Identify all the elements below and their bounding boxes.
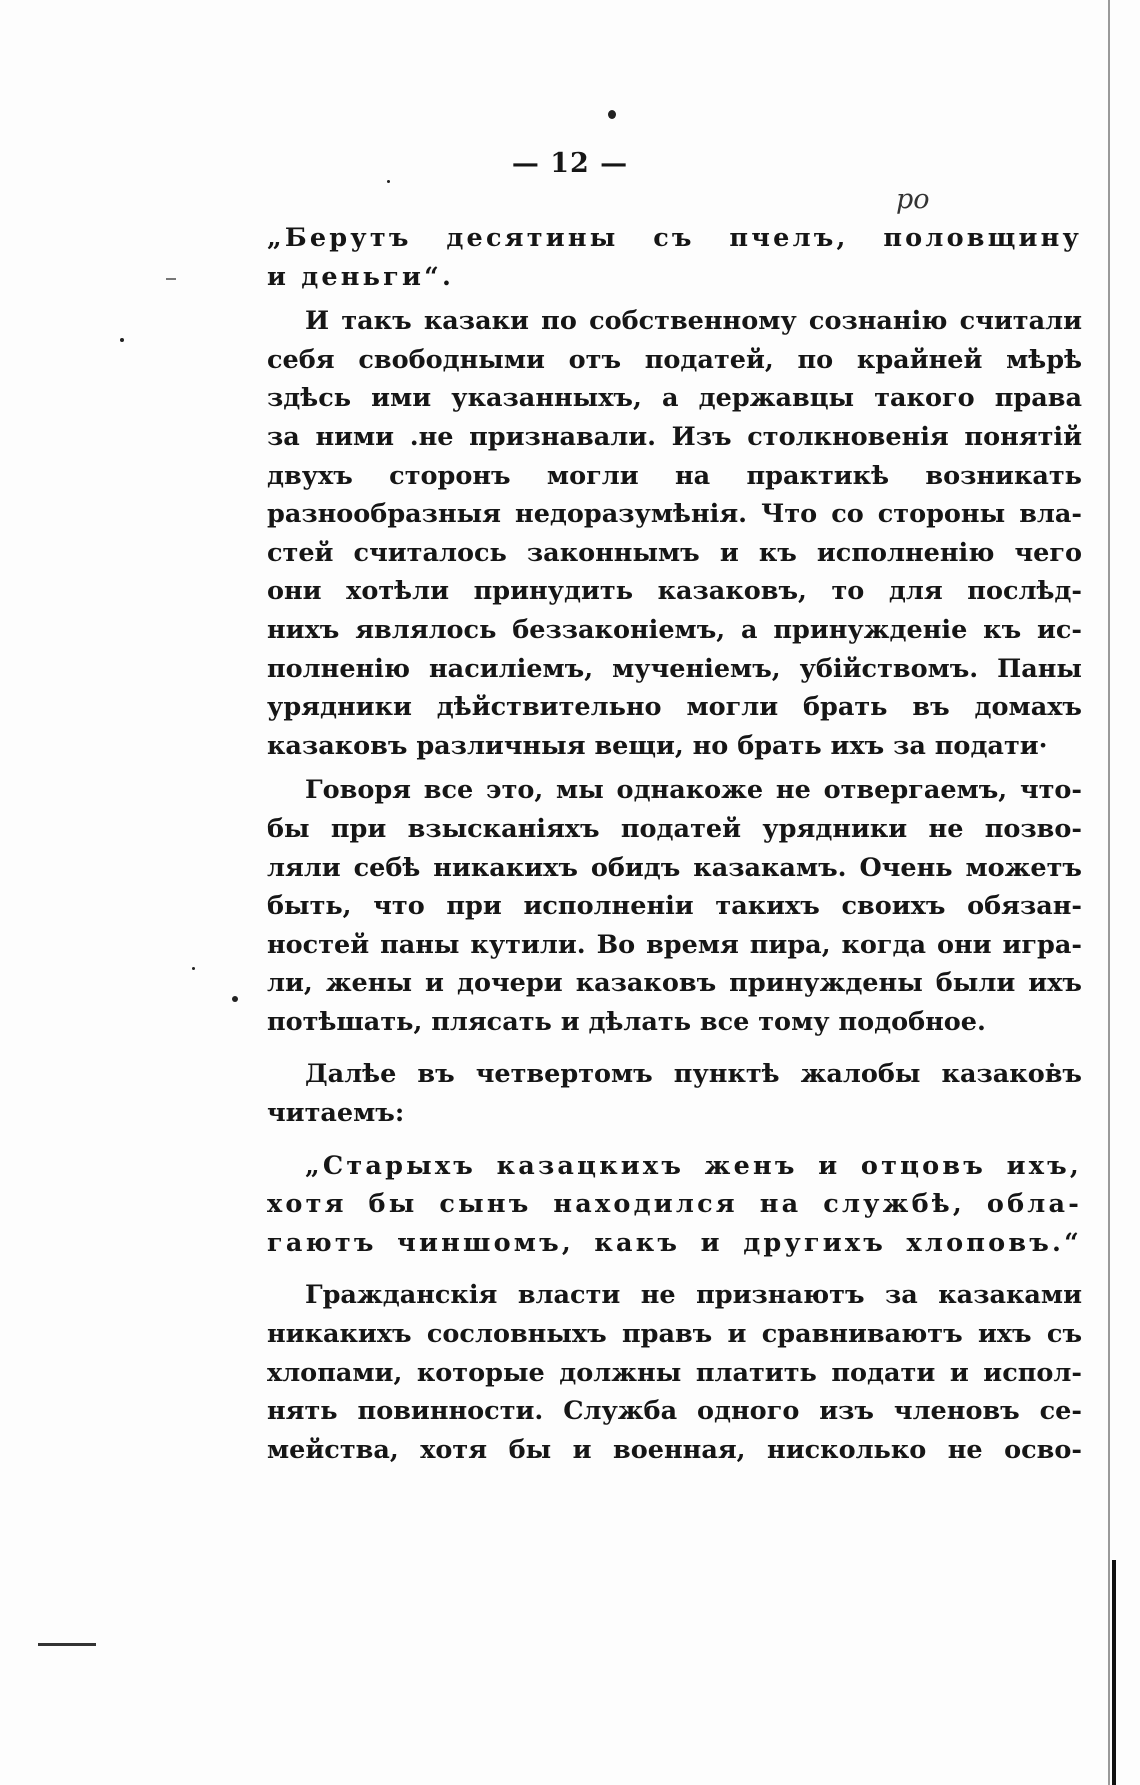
- quote-paragraph: [267, 219, 1082, 296]
- text-line: быть, что при исполненіи такихъ своихъ обязан-: [267, 891, 1082, 922]
- text-line: ли, жены и дочери казаковъ принуждены были ихъ: [267, 968, 1082, 999]
- text-line: И такъ казаки по собственному сознанію считали: [305, 306, 1082, 337]
- scan-speck: [120, 338, 124, 342]
- text-line: бы при взысканіяхъ податей урядники не позво-: [267, 813, 1082, 844]
- text-line: мейства, хотя бы и военная, нисколько не осво-: [267, 1434, 1082, 1465]
- paragraph: [267, 771, 1082, 1041]
- text-line: читаемъ:: [267, 1098, 405, 1129]
- text-line: „Старыхъ казацкихъ женъ и отцовъ ихъ,: [305, 1150, 1082, 1181]
- paragraph: [267, 1276, 1082, 1469]
- paragraph: [267, 1055, 1082, 1132]
- text-line: и деньги“.: [267, 261, 455, 292]
- text-line: хлопами, которые должны платить подати и испол-: [267, 1357, 1082, 1388]
- text-line: нять повинности. Служба одного изъ членовъ се-: [267, 1396, 1082, 1427]
- text-line: никакихъ сословныхъ правъ и сравниваютъ ихъ съ: [267, 1319, 1082, 1350]
- page-edge: [1112, 1560, 1116, 1785]
- scan-speck: [192, 967, 195, 970]
- text-line: хотя бы сынъ находился на службѣ, обла-: [267, 1189, 1082, 1220]
- text-line: ностей паны кутили. Во время пира, когда они игра-: [267, 929, 1082, 960]
- text-line: Говоря все это, мы однакоже не отвергаемъ, что-: [305, 775, 1082, 806]
- text-line: за ними .не признавали. Изъ столкновенія понятій: [267, 421, 1082, 452]
- text-line: „Берутъ десятины съ пчелъ, половщину: [267, 223, 1082, 253]
- text-line: ляли себѣ никакихъ обидъ казакамъ. Очень можетъ: [267, 852, 1082, 883]
- text-line: себя свободными отъ податей, по крайней мѣрѣ: [267, 344, 1082, 375]
- page-number: — 12 —: [511, 148, 629, 179]
- text-line: урядники дѣйствительно могли брать въ домахъ: [267, 692, 1082, 723]
- page-edge: [1108, 0, 1110, 1785]
- text-line: потѣшать, плясать и дѣлать все тому подобное.: [267, 1006, 986, 1037]
- scan-mark: [166, 278, 176, 280]
- text-line: здѣсь ими указанныхъ, а державцы такого права: [267, 383, 1082, 414]
- handwritten-margin-note: ро: [896, 184, 930, 215]
- text-line: нихъ являлось беззаконіемъ, а принужденіе къ ис-: [267, 614, 1082, 645]
- scan-speck: [608, 110, 616, 119]
- text-line: Далѣе въ четвертомъ пунктѣ жалобы казаковъ: [305, 1059, 1082, 1090]
- paragraph: [267, 302, 1082, 765]
- scan-mark: [38, 1643, 96, 1646]
- text-line: полненію насиліемъ, мученіемъ, убійствомъ. Паны: [267, 653, 1082, 684]
- text-line: гаютъ чиншомъ, какъ и другихъ хлоповъ.“: [267, 1227, 1082, 1258]
- text-line: разнообразныя недоразумѣнія. Что со стороны вла-: [267, 499, 1082, 530]
- text-line: казаковъ различныя вещи, но брать ихъ за подати·: [267, 730, 1048, 761]
- text-line: двухъ сторонъ могли на практикѣ возникать: [267, 460, 1082, 491]
- quote-paragraph: [267, 1147, 1082, 1263]
- scan-speck: [232, 996, 238, 1002]
- text-line: они хотѣли принудить казаковъ, то для послѣд-: [267, 576, 1082, 607]
- body-text: [267, 219, 1082, 1469]
- scan-speck: [387, 180, 390, 183]
- text-line: стей считалось законнымъ и къ исполненію чего: [267, 537, 1082, 568]
- text-line: Гражданскія власти не признаютъ за казаками: [305, 1280, 1082, 1311]
